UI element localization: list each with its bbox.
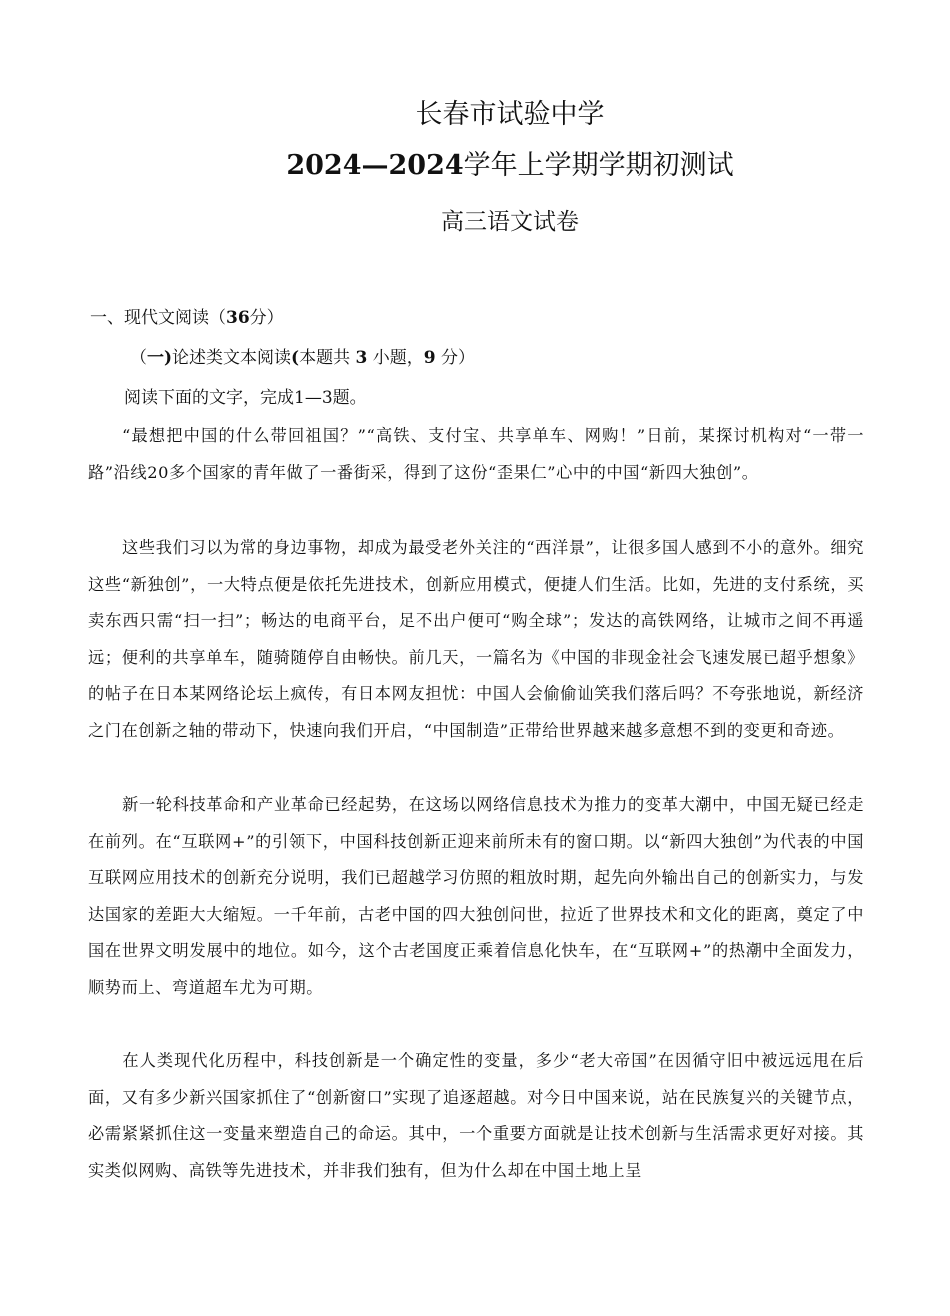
sub-text-a: 本题共 (299, 348, 351, 368)
subsection-heading (130, 343, 475, 368)
section-heading-text: 一、现代文阅读（ (90, 308, 226, 328)
exam-title (0, 143, 950, 182)
sub-text-b: 小题， (372, 348, 424, 368)
sub-close: 分） (441, 348, 475, 368)
paragraph-1-text: “最想把中国的什么带回祖国？”“高铁、支付宝、共享单车、网购！”日前，某探讨机构对“一带一路”沿线20多个国家的青年做了一番街采，得到了这份“歪果仁”心中的中国“新四大独创”。 (88, 426, 864, 482)
paragraph-3-text: 新一轮科技革命和产业革命已经起势，在这场以网络信息技术为推力的变革大潮中，中国无疑已经走在前列。在“互联网+”的引领下，中国科技创新正迎来前所未有的窗口期。以“新四大独创”为代表的中国互联网应用技术的创新充分说明，我们已超越学习仿照的粗放时期，起先向外输出自己的创新实力，与发达国家的差距大大缩短。一千年前，古老中国的四大独创问世，拉近了世界技术和文化的距离，奠定了中国在世界文明发展中的地位。如今，这个古老国度正乘着信息化快车，在“互联网+”的热潮中全面发力，顺势而上、弯道超车尤为可期。 (88, 795, 864, 997)
paragraph-3 (88, 787, 864, 1006)
exam-term: 学年上学期学期初测试 (463, 150, 734, 181)
sub-paren: ( (291, 348, 300, 368)
paragraph-4-text: 在人类现代化历程中，科技创新是一个确定性的变量，多少“老大帝国”在因循守旧中被远远甩在后面，又有多少新兴国家抓住了“创新窗口”实现了追逐超越。对今日中国来说，站在民族复兴的关键节点，必需紧紧抓住这一变量来塑造自己的命运。其中，一个重要方面就是让技术创新与生活需求更好对接。其实类似网购、高铁等先进技术，并非我们独有，但为什么却在中国土地上呈 (88, 1051, 864, 1180)
paragraph-1 (88, 418, 864, 491)
reading-instruction: 阅读下面的文字，完成1—3题。 (124, 388, 367, 408)
sub-number: 一) (147, 348, 173, 368)
paragraph-2-text: 这些我们习以为常的身边事物，却成为最受老外关注的“西洋景”，让很多国人感到不小的意外。细究这些“新独创”，一大特点便是依托先进技术，创新应用模式，便捷人们生活。比如，先进的支付系统，买卖东西只需“扫一扫”；畅达的电商平台，足不出户便可“购全球”；发达的高铁网络，让城市之间不再遥远；便利的共享单车，随骑随停自由畅快。前几天，一篇名为《中国的非现金社会飞速发展已超乎想象》的帖子在日本某网络论坛上疯传，有日本网友担忧：中国人会偷偷讪笑我们落后吗？不夸张地说，新经济之门在创新之轴的带动下，快速向我们开启，“中国制造”正带给世界越来越多意想不到的变更和奇迹。 (88, 538, 864, 740)
paragraph-2 (88, 530, 864, 749)
school-title: 长春市试验中学 (415, 99, 605, 130)
sub-score: 9 (423, 348, 436, 368)
exam-year: 2024—2024 (286, 150, 464, 181)
paragraph-4 (88, 1043, 864, 1189)
section-heading-suffix: 分） (249, 308, 284, 328)
section-score: 36 (226, 308, 250, 328)
paper-title: 高三语文试卷 (441, 209, 579, 235)
section-heading (90, 303, 284, 328)
sub-count: 3 (355, 348, 368, 368)
sub-type: 论述类文本阅读 (172, 348, 292, 368)
sub-open: （ (130, 348, 147, 368)
